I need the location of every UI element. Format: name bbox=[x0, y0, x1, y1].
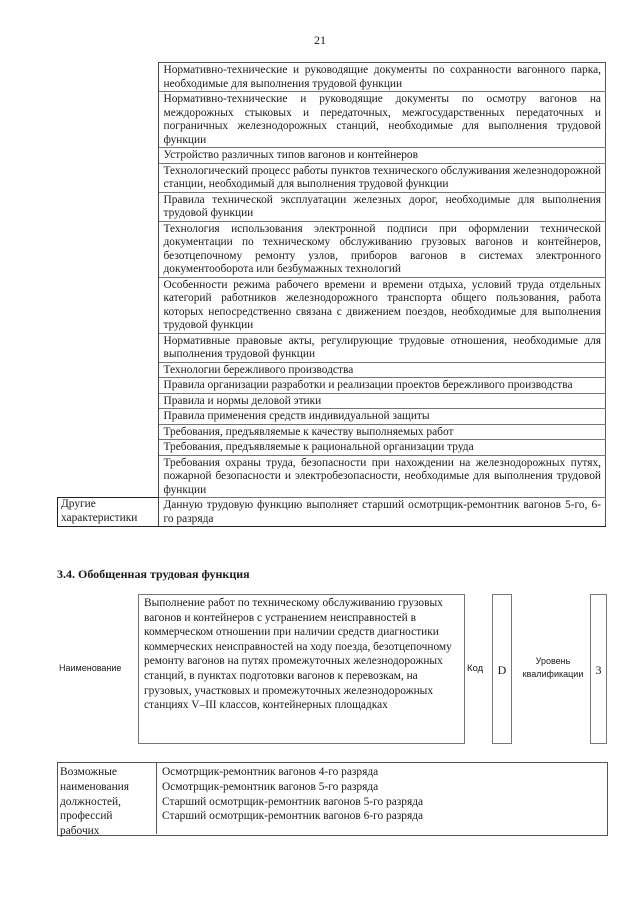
list-item: Старший осмотрщик-ремонтник вагонов 5-го разряда bbox=[162, 795, 424, 808]
table-row bbox=[58, 63, 606, 92]
code-value: D bbox=[492, 594, 512, 744]
jobs-divider bbox=[156, 762, 157, 834]
table-row bbox=[58, 409, 606, 425]
table-row bbox=[58, 440, 606, 456]
code-label: Код bbox=[467, 663, 484, 674]
requirement-text: Требования, предъявляемые к качеству выполняемых работ bbox=[158, 424, 606, 440]
table-row bbox=[58, 92, 606, 148]
function-name-text: Выполнение работ по техническому обслуживанию грузовых вагонов и контейнеров с устранением неисправностей в коммерческом отношении при наличии средств диагностики коммерческих неисправностей на ходу поезда, безотцепочному ремонту вагонов на путях промежуточных железнодорожных станций, в пунктах подготовки вагонов к перевозкам, на грузовых, участковых и промежуточных железнодорожных станциях V–III классов, контейнерных площадках bbox=[144, 597, 452, 712]
table-row bbox=[58, 333, 606, 362]
table-row bbox=[58, 221, 606, 277]
jobs-list bbox=[162, 765, 602, 824]
list-item: Старший осмотрщик-ремонтник вагонов 6-го разряда bbox=[162, 810, 424, 823]
requirement-text: Технология использования электронной подписи при оформлении технической документации по техническому обслуживанию грузовых вагонов и контейнеров, безотцепочному ремонту узлов, приборов вагонов в системах электронного документооборота или безбумажных технологий bbox=[158, 221, 606, 277]
other-characteristics-label: Другие характеристики bbox=[58, 498, 159, 527]
table-row bbox=[58, 393, 606, 409]
requirement-text: Особенности режима рабочего времени и времени отдыха, условий труда отдельных категорий работников железнодорожного транспорта общего пользования, работа которых непосредственно связана с движением поездов, необходимые для выполнения трудовой функции bbox=[158, 277, 606, 333]
requirement-text: Требования охраны труда, безопасности при нахождении на железнодорожных путях, пожарной безопасности и электробезопасности, необходимые для выполнения трудовой функции bbox=[158, 455, 606, 498]
name-label: Наименование bbox=[59, 663, 122, 673]
requirement-text: Устройство различных типов вагонов и контейнеров bbox=[158, 148, 606, 164]
requirement-text: Правила применения средств индивидуальной защиты bbox=[158, 409, 606, 425]
knowledge-table bbox=[57, 62, 606, 527]
table-row bbox=[58, 424, 606, 440]
requirement-text: Требования, предъявляемые к рациональной организации труда bbox=[158, 440, 606, 456]
requirement-text: Правила организации разработки и реализации проектов бережливого производства bbox=[158, 378, 606, 394]
table-row bbox=[58, 362, 606, 378]
other-characteristics-row bbox=[58, 498, 606, 527]
page-number: 21 bbox=[314, 33, 326, 47]
list-item: Осмотрщик-ремонтник вагонов 5-го разряда bbox=[162, 780, 379, 793]
table-row bbox=[58, 192, 606, 221]
other-characteristics-text: Данную трудовую функцию выполняет старший осмотрщик-ремонтник вагонов 5-го, 6-го разряда bbox=[158, 498, 606, 527]
list-item: Осмотрщик-ремонтник вагонов 4-го разряда bbox=[162, 766, 379, 778]
requirement-text: Технологический процесс работы пунктов технического обслуживания железнодорожной станции, необходимый для выполнения трудовой функции bbox=[158, 163, 606, 192]
requirement-text: Нормативные правовые акты, регулирующие трудовые отношения, необходимые для выполнения трудовой функции bbox=[158, 333, 606, 362]
table-row bbox=[58, 148, 606, 164]
requirement-text: Правила и нормы деловой этики bbox=[158, 393, 606, 409]
table-row bbox=[58, 455, 606, 498]
requirement-text: Нормативно-технические и руководящие документы по сохранности вагонного парка, необходимые для выполнения трудовой функции bbox=[158, 63, 606, 92]
requirement-text: Технологии бережливого производства bbox=[158, 362, 606, 378]
requirement-text: Правила технической эксплуатации железных дорог, необходимые для выполнения трудовой функции bbox=[158, 192, 606, 221]
section-heading: 3.4. Обобщенная трудовая функция bbox=[57, 567, 250, 581]
jobs-label: Возможные наименования должностей, профессий рабочих bbox=[60, 766, 130, 838]
table-row bbox=[58, 378, 606, 394]
qualification-level-label: Уровень квалификации bbox=[522, 656, 584, 679]
table-row bbox=[58, 163, 606, 192]
table-row bbox=[58, 277, 606, 333]
requirement-text: Нормативно-технические и руководящие документы по осмотру вагонов на междорожных стыковых и передаточных, межгосударственных передаточных и пограничных железнодорожных станций, необходимые для выполнения трудовой функции bbox=[158, 92, 606, 148]
qualification-level-value: 3 bbox=[590, 594, 607, 744]
